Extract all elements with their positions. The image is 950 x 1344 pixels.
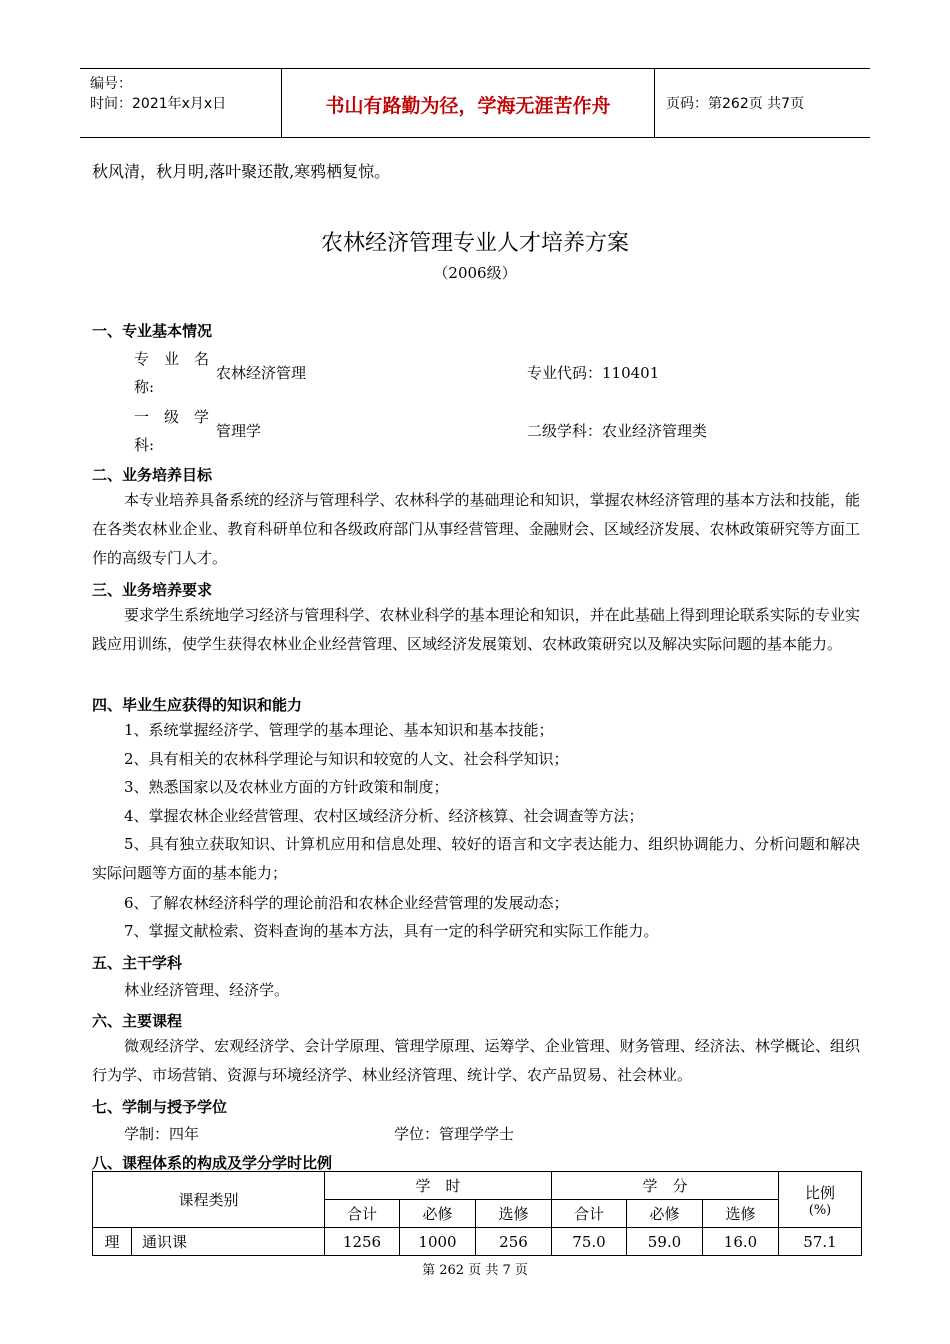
header-hours-total: 合计	[325, 1200, 400, 1228]
degree-awarded: 学位：管理学学士	[394, 1125, 515, 1143]
header-credits-total: 合计	[552, 1200, 627, 1228]
table-row	[93, 1228, 862, 1256]
discipline-label-b: 科:	[134, 436, 155, 454]
course-structure-table	[92, 1171, 862, 1256]
cell-hours-total: 1256	[325, 1228, 400, 1256]
section-heading-3: 三、业务培养要求	[92, 581, 213, 599]
discipline-label-a: 一 级 学	[134, 408, 210, 426]
major-code: 专业代码：110401	[527, 364, 660, 382]
cell-credits-elective: 16.0	[703, 1228, 779, 1256]
page-footer: 第 262 页 共 7 页	[422, 1263, 528, 1278]
code-label: 编号：	[90, 76, 132, 92]
header-motto	[282, 69, 655, 137]
cell-credits-total: 75.0	[552, 1228, 627, 1256]
main-disciplines-text: 林业经济管理、经济学。	[124, 981, 290, 999]
ratio-label: 比例	[804, 1183, 835, 1202]
ability-item-4: 4、掌握农林企业经营管理、农村区域经济分析、经济核算、社会调查等方法；	[124, 807, 644, 825]
ability-item-3: 3、熟悉国家以及农林业方面的方针政策和制度；	[124, 778, 449, 796]
ability-item-6: 6、了解农林经济科学的理论前沿和农林企业经营管理的发展动态；	[124, 894, 569, 912]
header-credits-elective: 选修	[703, 1200, 779, 1228]
document-subtitle: （2006级）	[433, 264, 517, 282]
study-duration: 学制：四年	[124, 1125, 200, 1143]
ratio-unit: (%)	[808, 1202, 832, 1218]
header-course-category: 课程类别	[93, 1172, 325, 1228]
header-credits-required: 必修	[627, 1200, 703, 1228]
section-heading-2: 二、业务培养目标	[92, 466, 213, 484]
page-header	[80, 68, 870, 138]
motto-text: 书山有路勤为径，学海无涯苦作舟	[325, 95, 611, 117]
header-credits: 学 分	[552, 1172, 779, 1200]
header-ratio	[779, 1172, 862, 1228]
header-hours-required: 必修	[400, 1200, 476, 1228]
section-heading-8: 八、课程体系的构成及学分学时比例	[92, 1154, 333, 1172]
row-name: 通识课	[132, 1228, 325, 1256]
date-label: 时间：2021年x月x日	[90, 96, 227, 112]
ability-item-5: 5、具有独立获取知识、计算机应用和信息处理、较好的语言和文字表达能力、组织协调能力、分析问题和解决实际问题等方面的基本能力；	[92, 835, 860, 882]
section-heading-7: 七、学制与授予学位	[92, 1098, 228, 1116]
cell-hours-required: 1000	[400, 1228, 476, 1256]
discipline-value: 管理学	[216, 422, 262, 440]
major-name-label-b: 称:	[134, 378, 155, 396]
header-meta	[80, 69, 282, 137]
cell-credits-required: 59.0	[627, 1228, 703, 1256]
main-courses-text: 微观经济学、宏观经济学、会计学原理、管理学原理、运筹学、企业管理、财务管理、经济法、林学概论、组织行为学、市场营销、资源与环境经济学、林业经济管理、统计学、农产品贸易、社会林业。	[92, 1037, 860, 1084]
poem-line: 秋风清，秋月明,落叶聚还散,寒鸦栖复惊。	[92, 162, 391, 181]
page-info: 页码：第262页 共7页	[666, 96, 805, 112]
training-goal-text: 本专业培养具备系统的经济与管理科学、农林科学的基础理论和知识，掌握农林经济管理的基本方法和技能，能在各类农林业企业、教育科研单位和各级政府部门从事经营管理、金融财会、区域经济发展、农林政策研究等方面工作的高级专门人才。	[92, 491, 860, 567]
cell-ratio: 57.1	[779, 1228, 862, 1256]
ability-item-1: 1、系统掌握经济学、管理学的基本理论、基本知识和基本技能；	[124, 721, 554, 739]
section-heading-4: 四、毕业生应获得的知识和能力	[92, 696, 303, 714]
header-hours: 学 时	[325, 1172, 552, 1200]
major-name-value: 农林经济管理	[216, 364, 307, 382]
second-discipline: 二级学科：农业经济管理类	[527, 422, 708, 440]
document-title: 农林经济管理专业人才培养方案	[320, 231, 629, 256]
header-hours-elective: 选修	[476, 1200, 552, 1228]
section-heading-1: 一、专业基本情况	[92, 322, 213, 340]
section-heading-6: 六、主要课程	[92, 1012, 183, 1030]
cell-hours-elective: 256	[476, 1228, 552, 1256]
major-name-label-a: 专 业 名	[134, 350, 210, 368]
ability-item-2: 2、具有相关的农林科学理论与知识和较宽的人文、社会科学知识；	[124, 750, 569, 768]
ability-item-7: 7、掌握文献检索、资料查询的基本方法，具有一定的科学研究和实际工作能力。	[124, 922, 659, 940]
row-group: 理	[93, 1228, 132, 1256]
training-requirement-text: 要求学生系统地学习经济与管理科学、农林业科学的基本理论和知识，并在此基础上得到理论联系实际的专业实践应用训练，使学生获得农林业企业经营管理、区域经济发展策划、农林政策研究以及解决实际问题的基本能力。	[92, 606, 860, 653]
section-heading-5: 五、主干学科	[92, 954, 183, 972]
